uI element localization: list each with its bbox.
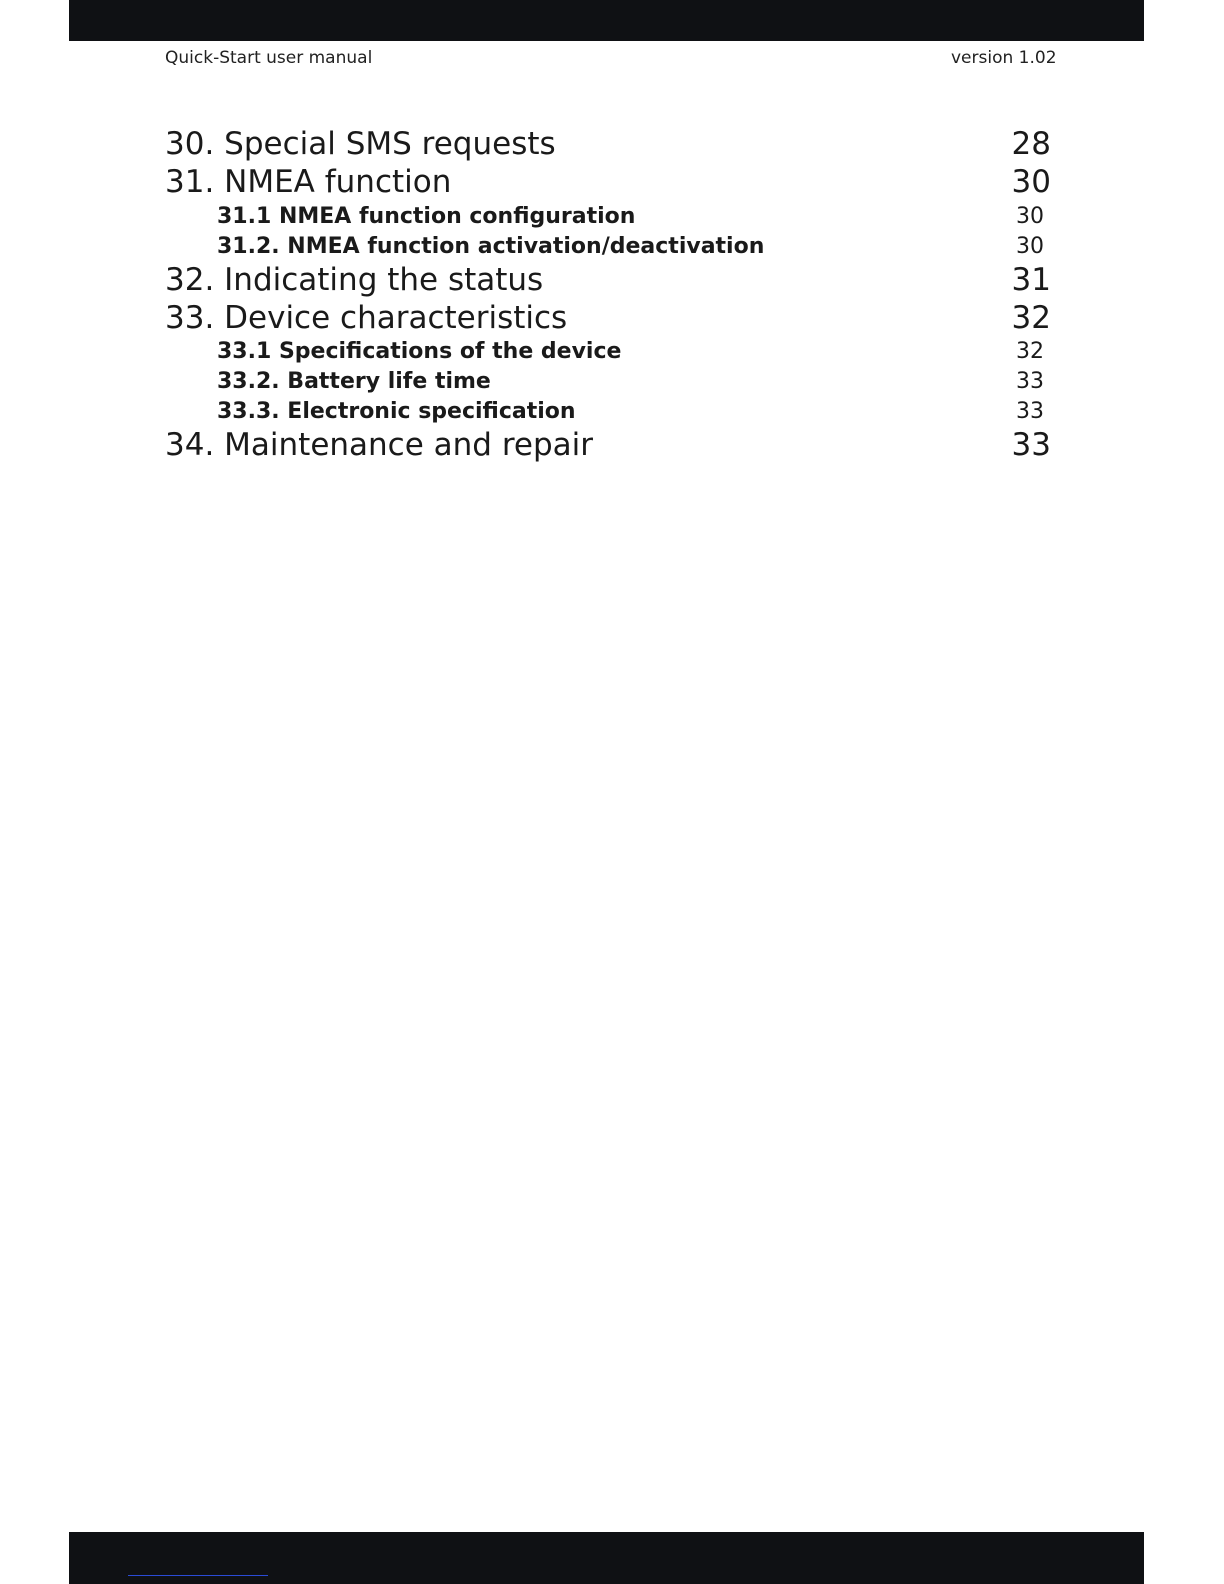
toc-entry-page: 30	[1016, 234, 1044, 259]
toc-entry-title: 33.2. Battery life time	[217, 369, 491, 394]
toc-entry-title: 33.1 Specifications of the device	[217, 339, 622, 364]
header-version: version 1.02	[951, 48, 1057, 68]
toc-entry-page: 30	[1011, 164, 1051, 200]
toc-entry-page: 32	[1016, 339, 1044, 364]
toc-entry-title: 31. NMEA function	[165, 164, 452, 200]
bottom-black-bar	[69, 1532, 1144, 1584]
header-manual-title: Quick-Start user manual	[165, 48, 373, 68]
toc-entry-title: 33. Device characteristics	[165, 300, 568, 336]
toc-entry-page: 33	[1011, 427, 1051, 463]
toc-entry-title: 34. Maintenance and repair	[165, 427, 593, 463]
toc-entry-page: 30	[1016, 204, 1044, 229]
toc-entry-page: 33	[1016, 369, 1044, 394]
toc-entry-title: 30. Special SMS requests	[165, 126, 556, 162]
toc-entry-title: 32. Indicating the status	[165, 262, 544, 298]
toc-entry-page: 33	[1016, 399, 1044, 424]
top-black-bar	[69, 0, 1144, 41]
footer-link-underline	[128, 1575, 268, 1576]
toc-entry-page: 31	[1011, 262, 1051, 298]
toc-entry-page: 32	[1011, 300, 1051, 336]
toc-entry-page: 28	[1011, 126, 1051, 162]
toc-entry-title: 31.2. NMEA function activation/deactivation	[217, 234, 765, 259]
toc-entry-title: 33.3. Electronic specification	[217, 399, 576, 424]
toc-entry-title: 31.1 NMEA function configuration	[217, 204, 636, 229]
